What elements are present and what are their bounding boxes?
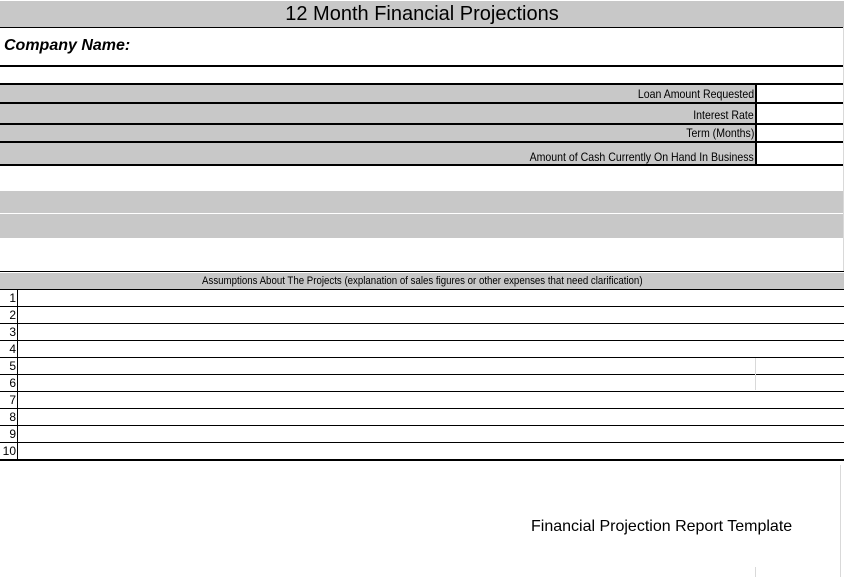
assumption-input-3[interactable]	[18, 324, 844, 340]
assumption-input-8[interactable]	[18, 409, 844, 425]
term-months-input[interactable]	[755, 125, 844, 141]
assumption-input-6[interactable]	[18, 375, 844, 391]
assumption-input-1[interactable]	[18, 290, 844, 306]
interest-rate-label: Interest Rate	[693, 108, 754, 122]
row-number: 3	[9, 325, 16, 339]
row-number: 7	[9, 393, 16, 407]
row-number: 4	[9, 342, 16, 356]
assumptions-top-border	[0, 271, 844, 272]
page-title: 12 Month Financial Projections	[285, 3, 559, 25]
faint-gridline	[755, 358, 756, 390]
row-number: 8	[9, 410, 16, 424]
row-number: 6	[9, 376, 16, 390]
term-months-label: Term (Months)	[685, 126, 754, 140]
row-number: 2	[9, 308, 16, 322]
assumption-input-4[interactable]	[18, 341, 844, 357]
row-number: 9	[9, 427, 16, 441]
loan-amount-label: Loan Amount Requested	[637, 87, 754, 101]
assumption-input-10[interactable]	[18, 443, 844, 459]
blank-row-divider-1	[0, 190, 844, 191]
blank-grey-row-2	[0, 214, 844, 238]
faint-gridline	[840, 465, 841, 577]
assumption-input-7[interactable]	[18, 392, 844, 408]
cash-on-hand-label: Amount of Cash Currently On Hand In Business	[529, 150, 754, 164]
assumption-input-2[interactable]	[18, 307, 844, 323]
faint-gridline	[755, 567, 756, 577]
loan-amount-input[interactable]	[755, 85, 844, 102]
row-number: 1	[9, 291, 16, 305]
company-name-field[interactable]	[0, 29, 844, 65]
assumptions-bottom-border	[0, 459, 844, 461]
assumption-input-9[interactable]	[18, 426, 844, 442]
blank-grey-row-1	[0, 191, 844, 213]
loan-section-bottom-border	[0, 164, 844, 166]
company-divider	[0, 65, 844, 67]
row-number: 10	[2, 444, 16, 458]
assumptions-header: Assumptions About The Projects (explanation of sales figures or other expenses that need clarification)	[0, 273, 844, 289]
title-divider	[0, 27, 844, 28]
cash-on-hand-input[interactable]	[755, 143, 844, 164]
row-number: 5	[9, 359, 16, 373]
assumption-input-5[interactable]	[18, 358, 844, 374]
interest-rate-input[interactable]	[755, 104, 844, 123]
company-name-label: Company Name:	[4, 37, 131, 54]
footer-caption: Financial Projection Report Template	[531, 518, 793, 535]
